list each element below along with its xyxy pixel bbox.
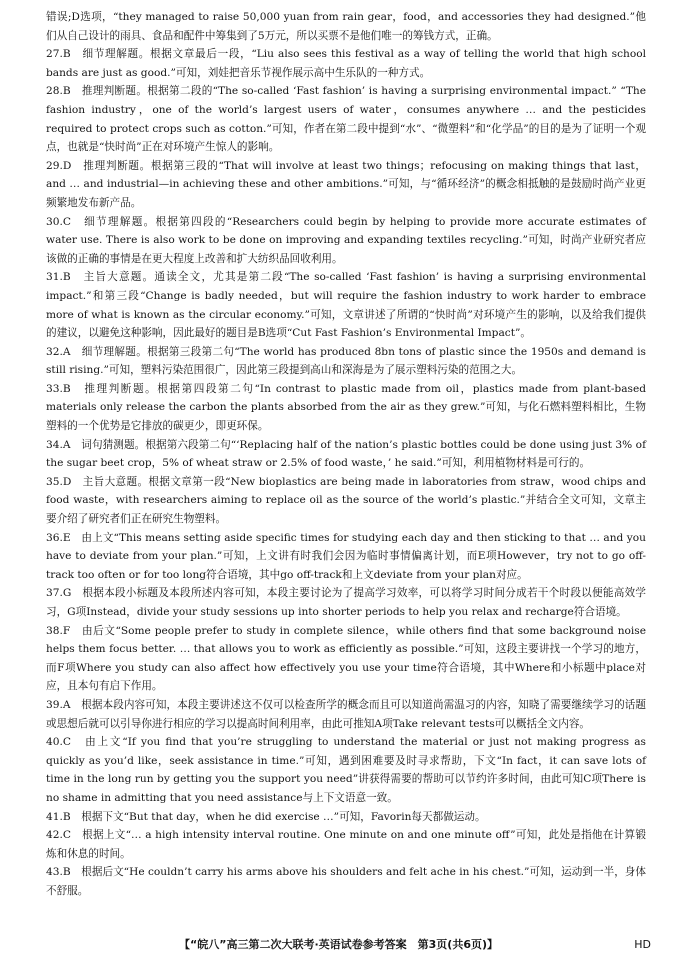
- answer-entry-41: [46, 808, 646, 827]
- entry-text: G 根据本段小标题及本段所述内容可知，本段主要讨论为了提高学习效率，可以将学习时间分成若干个时段以便能高效学习，G项Instead，divide your study sessions up into shorter periods to help you relax and recharge符合语境。: [46, 587, 646, 618]
- entry-text: B 根据后文“He couldn’t carry his arms above his shoulders and felt ache in his chest.”可知，运动到一半，身体不舒服。: [46, 866, 646, 897]
- answer-entry-40: [46, 733, 646, 807]
- question-number: 28.: [46, 85, 63, 98]
- answer-entry-30: [46, 213, 646, 269]
- question-number: 29.: [46, 159, 63, 172]
- entry-text: B 推理判断题。根据第四段第二句“In contrast to plastic made from oil，plastics made from plant-based materials only release the carbon the plants absorbed from the air as they grew.”可知，与化石燃料塑料相比，生物塑料的一个优势是它排放的碳更少，即更环保。: [46, 382, 646, 433]
- answer-entry-42: [46, 826, 646, 863]
- footer-title: 【“皖八”高三第二次大联考·英语试卷参考答案 第3页(共6页)】: [179, 938, 498, 951]
- entry-text: B 主旨大意题。通读全文，尤其是第二段“The so-called ‘Fast fashion’ is having a surprising environmental impact.”和第三段“Change is badly needed，but will require the fashion industry to work harder to embrace more of what is known as the circular economy.”可知，文章讲述了所谓的“快时尚”对环境产生的影响，以及给我们提供的建议，以避免这种影响，因此最好的题目是B选项“Cut Fast Fashion’s Environmental Impact”。: [46, 271, 646, 340]
- answer-entry-39: [46, 696, 646, 733]
- answer-entry-43: [46, 863, 646, 900]
- answer-entry-34: [46, 436, 646, 473]
- question-number: 36.: [46, 531, 63, 544]
- answer-entry-32: [46, 343, 646, 380]
- question-number: 32.: [46, 345, 63, 358]
- entry-text: A 词句猜测题。根据第六段第二句“‘Replacing half of the nation’s plastic bottles could be done using just 3% of the sugar beet crop，5% of wheat straw or 2.5% of food waste，’ he said.”可知，利用植物材料是可行的。: [46, 438, 646, 470]
- entry-text: E 由上文“This means setting aside specific times for studying each day and then sticking to that … and you have to deviate from your plan.”可知，上文讲有时我们会因为临时事情偏离计划，而E项However，try not to go off-track too often or for too long符合语境，其中go off-track和上文deviate from your plan对应。: [46, 531, 646, 581]
- entry-text: C 由上文“If you find that you’re struggling to understand the material or just not making progress as quickly as you’d like，seek assistance in time.”可知，遇到困难要及时寻求帮助，下文“In fact，it can save lots of time in the long run by getting you the support you need”讲获得需要的帮助可以节约许多时间，由此可知C项There is no shame in admitting that you need assistance与上下文语意一致。: [46, 736, 646, 804]
- question-number: 34.: [46, 438, 63, 451]
- entry-text: D 推理判断题。根据第三段的“That will involve at least two things；refocusing on making things that last，and … and industrial—in achieving these and other ambitions.”可知，与“循环经济”的概念相抵触的是鼓励时尚产业更频繁地发布新产品。: [46, 159, 646, 209]
- answer-entry-35: [46, 473, 646, 529]
- question-number: 42.: [46, 829, 63, 842]
- entry-text: B 根据下文“But that day，when he did exercise …”可知，Favorin每天都做运动。: [62, 810, 486, 823]
- answer-entry-31: [46, 268, 646, 342]
- question-number: 40.: [46, 736, 63, 749]
- page-footer: [0, 935, 677, 955]
- answer-entry-38: [46, 622, 646, 696]
- question-number: 41.: [46, 810, 63, 823]
- answer-entry-36: [46, 529, 646, 585]
- entry-text: B 细节理解题。根据文章最后一段，“Liu also sees this festival as a way of telling the world that high school bands are just as good.”可知，刘娃把音乐节视作展示高中生乐队的一种方式。: [46, 48, 646, 79]
- entry-text: D 主旨大意题。根据文章第一段“New bioplastics are being made in laboratories from straw，wood chips and food waste，with researchers aiming to replace oil as the source of the world’s plastic.”并结合全文可知，文章主要介绍了研究者们正在研究生物塑料。: [46, 475, 646, 526]
- answer-entry-27: [46, 45, 646, 82]
- question-number: 38.: [46, 624, 63, 637]
- question-number: 27.: [46, 48, 63, 61]
- question-number: 30.: [46, 215, 63, 228]
- entry-text: C 根据上文“… a high intensity interval routine. One minute on and one minute off”可知，此处是指他在计算锻炼和休息的时间。: [46, 829, 646, 860]
- question-number: 35.: [46, 475, 63, 488]
- footer-code: HD: [634, 938, 651, 951]
- question-number: 33.: [46, 382, 63, 395]
- entry-text: 错误;D选项，“they managed to raise 50,000 yuan from rain gear，food，and accessories they had designed.”他们从自己设计的雨具、食品和配件中筹集到了5万元，所以买票不是他们唯一的筹钱方式，正确。: [46, 11, 646, 42]
- entry-text: A 细节理解题。根据第三段第二句“The world has produced 8bn tons of plastic since the 1950s and demand is still rising.”可知，塑料污染范围很广，因此第三段提到高山和深海是为了展示塑料污染的范围之大。: [46, 345, 646, 377]
- answer-key-text: [46, 8, 646, 901]
- entry-text: A 根据本段内容可知，本段主要讲述这不仅可以检查所学的概念而且可以知道尚需温习的内容，知晓了需要继续学习的话题或思想后就可以引导你进行相应的学习以提高时间利用率，由此可推知A项Take relevant tests可以概括全文内容。: [46, 698, 646, 730]
- answer-entry-37: [46, 584, 646, 621]
- entry-text: B 推理判断题。根据第二段的“The so-called ‘Fast fashion’ is having a surprising environmental impact.” “The fashion industry，one of the world’s largest users of water，consumes anywhere … and the pesticides required to protect crops such as cotton.”可知，作者在第二段中提到“水”、“微塑料”和“化学品”的目的是为了证明一个观点，也就是“快时尚”正在对环境产生惊人的影响。: [46, 85, 646, 154]
- answer-entry-29: [46, 157, 646, 213]
- entry-text: C 细节理解题。根据第四段的“Researchers could begin by helping to provide more accurate estimates of water use. There is also work to be done on improving and expanding textiles recycling.”可知，时尚产业研究者应该做的正确的事情是在更大程度上改善和扩大纺织品回收利用。: [46, 215, 646, 265]
- answer-entry-26-cont: [46, 8, 646, 45]
- question-number: 39.: [46, 698, 63, 711]
- question-number: 43.: [46, 866, 63, 879]
- question-number: 31.: [46, 271, 63, 284]
- question-number: 37.: [46, 587, 63, 600]
- answer-entry-33: [46, 380, 646, 436]
- answer-entry-28: [46, 82, 646, 156]
- entry-text: F 由后文“Some people prefer to study in complete silence，while others find that some background noise helps them focus better. … that allows you to work as efficiently as possible.”可知，这段主要讲找一个学习的地方，而F项Where you study can also affect how effectively you use your time符合语境，其中Where和小标题中place对应，且本句有启下作用。: [46, 624, 646, 693]
